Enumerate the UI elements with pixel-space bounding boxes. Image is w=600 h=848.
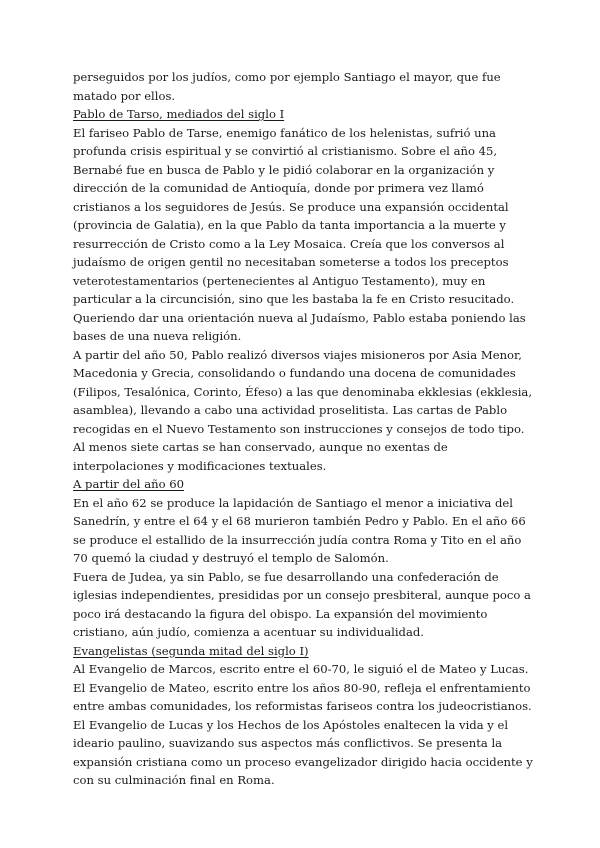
- paragraph-ano-62: En el año 62 se produce la lapidación de Santiago el menor a iniciativa del Sanedrín, y entre el 64 y el 68 murieron también Pedro y Pablo. En el año 66 se produce el estallido de la insurrección judía contra Roma y Tito en el año 70 quemó la ciudad y destruyó el templo de Salomón.: [73, 495, 526, 565]
- document-page: [73, 68, 533, 790]
- paragraph-pablo-orientacion: Queriendo dar una orientación nueva al Judaísmo, Pablo estaba poniendo las bases de una nueva religión.: [73, 310, 526, 343]
- section-heading-ano-60: A partir del año 60: [73, 477, 185, 491]
- paragraph-fuera-de-judea: Fuera de Judea, ya sin Pablo, se fue desarrollando una confederación de iglesias independientes, presididas por un consejo presbiteral, aunque poco a poco irá destacando la figura del obispo. La expansión del movimiento cristiano, aún judío, comienza a acentuar su individualidad.: [73, 569, 531, 639]
- paragraph-evangelio-lucas: El Evangelio de Lucas y los Hechos de los Apóstoles enaltecen la vida y el ideario paulino, suavizando sus aspectos más conflictivos. Se presenta la expansión cristiana como un proceso evangelizador dirigido hacia occidente y con su culminación final en Roma.: [73, 717, 533, 787]
- section-heading-evangelistas: Evangelistas (segunda mitad del siglo I): [73, 643, 309, 658]
- paragraph-continuation: perseguidos por los judíos, como por ejemplo Santiago el mayor, que fue matado por ellos.: [73, 70, 501, 103]
- section-heading-pablo-de-tarso: Pablo de Tarso, mediados del siglo I: [73, 107, 285, 121]
- paragraph-pablo-viajes: A partir del año 50, Pablo realizó diversos viajes misioneros por Asia Menor, Macedonia y Grecia, consolidando o fundando una docena de comunidades (Filipos, Tesalónica, Corinto, Éfeso) a las que denominaba ekklesias (ekklesia, asamblea), llevando a cabo una actividad proselitista. Las cartas de Pablo recogidas en el Nuevo Testamento son instrucciones y consejos de todo tipo. Al menos siete cartas se han conservado, aunque no exentas de interpolaciones y modificaciones textuales.: [73, 347, 532, 473]
- paragraph-pablo-conversion: El fariseo Pablo de Tarse, enemigo fanático de los helenistas, sufrió una profunda crisis espiritual y se convirtió al cristianismo. Sobre el año 45, Bernabé fue en busca de Pablo y le pidió colaborar en la organización y dirección de la comunidad de Antioquía, donde por primera vez llamó cristianos a los seguidores de Jesús. Se produce una expansión occidental (provincia de Galatia), en la que Pablo da tanta importancia a la muerte y resurrección de Cristo como a la Ley Mosaica. Creía que los conversos al judaísmo de origen gentil no necesitaban someterse a todos los preceptos veterotestamentarios (pertenecientes al Antiguo Testamento), muy en particular a la circuncisión, sino que les bastaba la fe en Cristo resucitado.: [73, 125, 515, 306]
- paragraph-evangelio-marcos: Al Evangelio de Marcos, escrito entre el 60-70, le siguió el de Mateo y Lucas. El Evangelio de Mateo, escrito entre los años 80-90, refleja el enfrentamiento entre ambas comunidades, los reformistas fariseos contra los judeocristianos.: [73, 662, 532, 713]
